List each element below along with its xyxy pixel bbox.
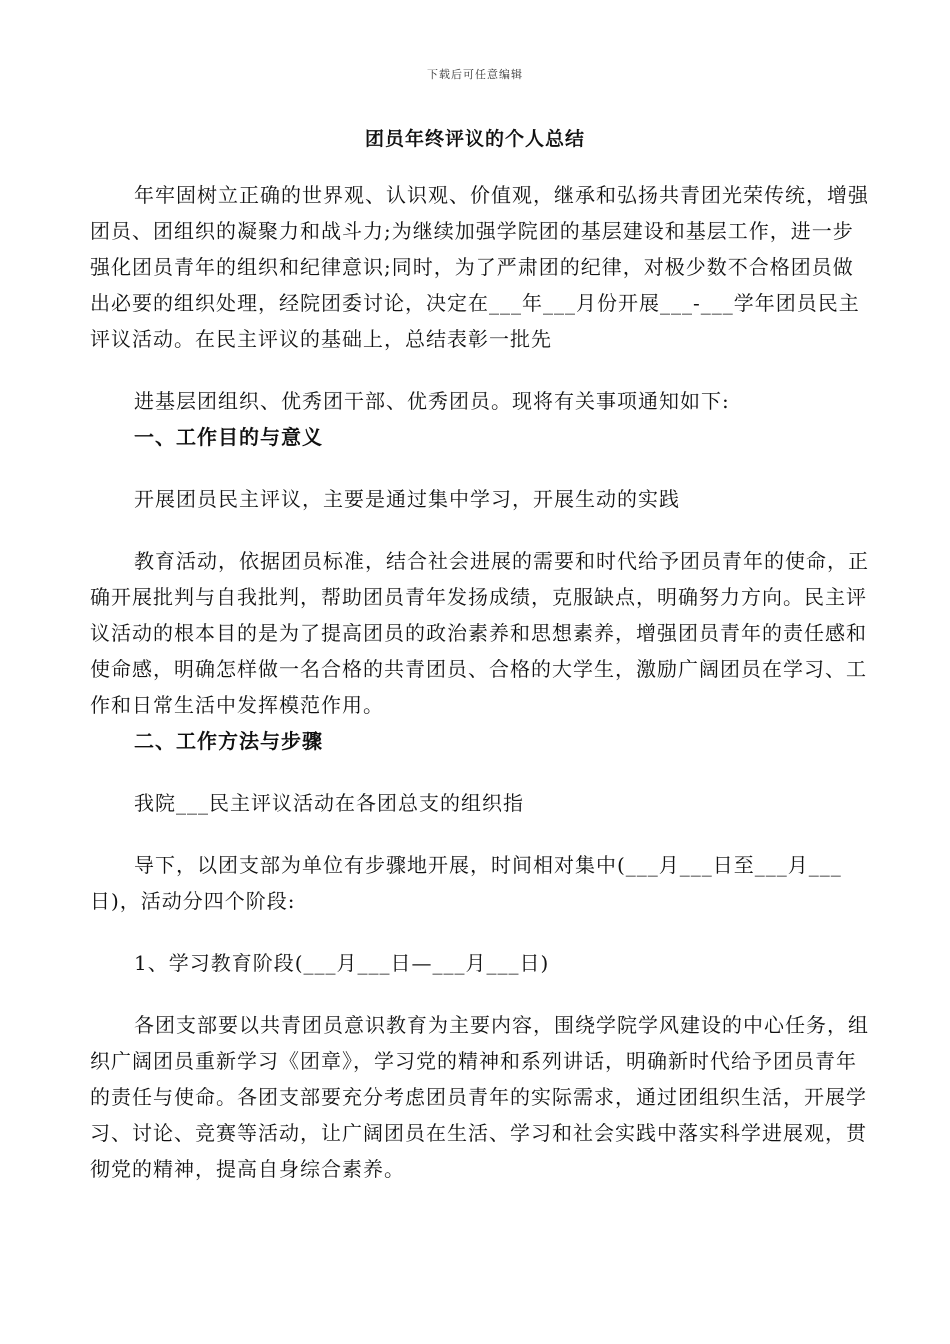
page-title: 团员年终评议的个人总结 bbox=[364, 128, 585, 150]
section-heading-1: 一、工作目的与意义 bbox=[134, 425, 323, 449]
document-body bbox=[90, 177, 870, 1187]
paragraph-notice: 进基层团组织、优秀团干部、优秀团员。现将有关事项通知如下: bbox=[134, 389, 730, 413]
paragraph-purpose-body: 教育活动，依据团员标准，结合社会进展的需要和时代给予团员青年的使命，正确开展批判与自我批判，帮助团员青年发扬成绩，克服缺点，明确努力方向。民主评议活动的根本目的是为了提高团员的政治素养和思想素养，增强团员青年的责任感和使命感，明确怎样做一名合格的共青团员、合格的大学生，激励广阔团员在学习、工作和日常生活中发挥模范作用。 bbox=[90, 549, 869, 717]
section-heading-2: 二、工作方法与步骤 bbox=[134, 729, 323, 753]
paragraph-method-lead: 我院___民主评议活动在各团总支的组织指 bbox=[134, 791, 524, 815]
paragraph-stage-1-title: 1、学习教育阶段(___月___日—___月___日) bbox=[134, 951, 550, 975]
paragraph-method-body: 导下，以团支部为单位有步骤地开展，时间相对集中(___月___日至___月___日)，活动分四个阶段: bbox=[90, 853, 842, 913]
header-note: 下载后可任意编辑 bbox=[427, 68, 523, 81]
paragraph-stage-1-body: 各团支部要以共青团员意识教育为主要内容，围绕学院学风建设的中心任务，组织广阔团员重新学习《团章》，学习党的精神和系列讲话，明确新时代给予团员青年的责任与使命。各团支部要充分考虑团员青年的实际需求，通过团组织生活，开展学习、讨论、竞赛等活动，让广阔团员在生活、学习和社会实践中落实科学进展观，贯彻党的精神，提高自身综合素养。 bbox=[90, 1013, 869, 1181]
paragraph-intro: 年牢固树立正确的世界观、认识观、价值观，继承和弘扬共青团光荣传统，增强团员、团组织的凝聚力和战斗力;为继续加强学院团的基层建设和基层工作，进一步强化团员青年的组织和纪律意识;同时，为了严肃团的纪律，对极少数不合格团员做出必要的组织处理，经院团委讨论，决定在___年___月份开展___-___学年团员民主评议活动。在民主评议的基础上，总结表彰一批先 bbox=[90, 183, 869, 351]
paragraph-purpose-lead: 开展团员民主评议，主要是通过集中学习，开展生动的实践 bbox=[134, 487, 680, 511]
